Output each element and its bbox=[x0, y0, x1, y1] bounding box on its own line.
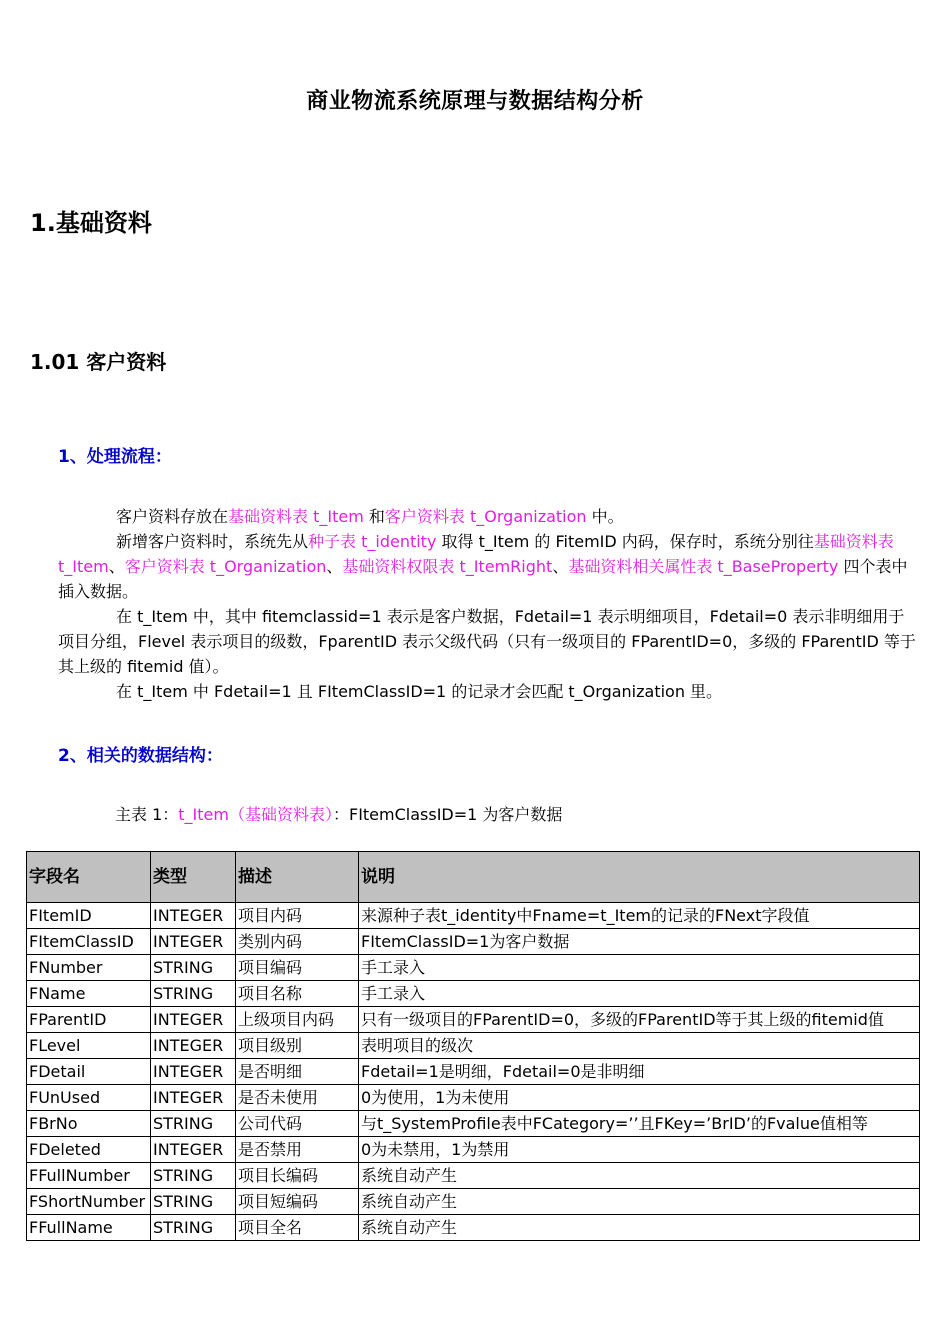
description-cell: 是否禁用 bbox=[236, 1137, 359, 1163]
field-name-cell: FItemClassID bbox=[27, 929, 151, 955]
note-cell: 手工录入 bbox=[359, 955, 920, 981]
column-header: 类型 bbox=[151, 852, 236, 903]
subheading-process-flow: 1、处理流程： bbox=[58, 447, 172, 467]
text: ：FItemClassID=1 为客户数据 bbox=[332, 805, 563, 824]
field-name-cell: FFullNumber bbox=[27, 1163, 151, 1189]
field-name-cell: FFullName bbox=[27, 1215, 151, 1241]
link-t-organization[interactable]: 客户资料表 t_Organization bbox=[124, 557, 327, 576]
field-name-cell: FDetail bbox=[27, 1059, 151, 1085]
paragraph-new-customer bbox=[58, 529, 920, 604]
table-row bbox=[27, 1059, 920, 1085]
link-t-item[interactable]: 基础资料表 t_Item bbox=[228, 507, 364, 526]
type-cell: STRING bbox=[151, 955, 236, 981]
note-cell: Fdetail=1是明细，Fdetail=0是非明细 bbox=[359, 1059, 920, 1085]
note-cell: 0为未禁用，1为禁用 bbox=[359, 1137, 920, 1163]
description-cell: 项目编码 bbox=[236, 955, 359, 981]
type-cell: STRING bbox=[151, 1189, 236, 1215]
text: 、 bbox=[108, 557, 125, 576]
table-row bbox=[27, 1111, 920, 1137]
type-cell: INTEGER bbox=[151, 1085, 236, 1111]
link-t-itemright[interactable]: 基础资料权限表 t_ItemRight bbox=[342, 557, 553, 576]
type-cell: STRING bbox=[151, 1163, 236, 1189]
field-name-cell: FShortNumber bbox=[27, 1189, 151, 1215]
description-cell: 项目全名 bbox=[236, 1215, 359, 1241]
type-cell: INTEGER bbox=[151, 1007, 236, 1033]
table-row bbox=[27, 1033, 920, 1059]
description-cell: 项目长编码 bbox=[236, 1163, 359, 1189]
type-cell: STRING bbox=[151, 1215, 236, 1241]
table-row bbox=[27, 1189, 920, 1215]
description-cell: 是否明细 bbox=[236, 1059, 359, 1085]
note-cell: 与t_SystemProfile表中FCategory=’’且FKey=’BrID’的Fvalue值相等 bbox=[359, 1111, 920, 1137]
document-title: 商业物流系统原理与数据结构分析 bbox=[306, 89, 644, 114]
field-name-cell: FDeleted bbox=[27, 1137, 151, 1163]
field-name-cell: FBrNo bbox=[27, 1111, 151, 1137]
paragraph-t-item-fields bbox=[58, 604, 920, 679]
type-cell: STRING bbox=[151, 981, 236, 1007]
section-heading-1: 1.基础资料 bbox=[30, 209, 152, 237]
note-cell: 系统自动产生 bbox=[359, 1215, 920, 1241]
field-name-cell: FNumber bbox=[27, 955, 151, 981]
table-header-row bbox=[27, 852, 920, 903]
description-cell: 项目级别 bbox=[236, 1033, 359, 1059]
description-cell: 上级项目内码 bbox=[236, 1007, 359, 1033]
link-t-item-table[interactable]: t_Item（基础资料表） bbox=[178, 805, 333, 824]
table-row bbox=[27, 1163, 920, 1189]
type-cell: INTEGER bbox=[151, 1059, 236, 1085]
link-t-organization[interactable]: 客户资料表 t_Organization bbox=[384, 507, 587, 526]
section-heading-1-01: 1.01 客户资料 bbox=[30, 350, 167, 374]
type-cell: INTEGER bbox=[151, 1033, 236, 1059]
subheading-data-structure: 2、相关的数据结构： bbox=[58, 746, 223, 766]
table-row bbox=[27, 903, 920, 929]
text: 取得 t_Item 的 FitemID 内码，保存时，系统分别往 bbox=[436, 532, 814, 551]
text: 和 bbox=[363, 507, 385, 526]
table-row bbox=[27, 1007, 920, 1033]
text: 、 bbox=[552, 557, 569, 576]
paragraph-storage bbox=[58, 504, 920, 529]
field-name-cell: FParentID bbox=[27, 1007, 151, 1033]
field-name-cell: FLevel bbox=[27, 1033, 151, 1059]
type-cell: INTEGER bbox=[151, 903, 236, 929]
description-cell: 公司代码 bbox=[236, 1111, 359, 1137]
paragraph-match-rule bbox=[58, 679, 920, 704]
text: 客户资料存放在 bbox=[116, 507, 229, 526]
text: 四个表中插入数据。 bbox=[58, 557, 908, 601]
description-cell: 类别内码 bbox=[236, 929, 359, 955]
text: 、 bbox=[326, 557, 343, 576]
note-cell: 系统自动产生 bbox=[359, 1189, 920, 1215]
field-name-cell: FItemID bbox=[27, 903, 151, 929]
note-cell: 系统自动产生 bbox=[359, 1163, 920, 1189]
text: 新增客户资料时，系统先从 bbox=[116, 532, 309, 551]
note-cell: 手工录入 bbox=[359, 981, 920, 1007]
type-cell: INTEGER bbox=[151, 929, 236, 955]
note-cell: 表明项目的级次 bbox=[359, 1033, 920, 1059]
text: 在 t_Item 中，其中 fitemclassid=1 表示是客户数据，Fdetail=1 表示明细项目，Fdetail=0 表示非明细用于项目分组，Flevel 表示项目的级数，FparentID 表示父级代码（只有一级项目的 FParentID=0，多级的 FParentID 等于其上级的 fitemid 值）。 bbox=[58, 607, 916, 676]
column-header: 说明 bbox=[359, 852, 920, 903]
field-table bbox=[26, 851, 920, 1241]
column-header: 描述 bbox=[236, 852, 359, 903]
link-t-baseproperty[interactable]: 基础资料相关属性表 t_BaseProperty bbox=[568, 557, 839, 576]
note-cell: 只有一级项目的FParentID=0，多级的FParentID等于其上级的fitemid值 bbox=[359, 1007, 920, 1033]
table-caption bbox=[115, 802, 562, 825]
type-cell: STRING bbox=[151, 1111, 236, 1137]
field-name-cell: FUnUsed bbox=[27, 1085, 151, 1111]
note-cell: 来源种子表t_identity中Fname=t_Item的记录的FNext字段值 bbox=[359, 903, 920, 929]
description-cell: 项目名称 bbox=[236, 981, 359, 1007]
description-cell: 是否未使用 bbox=[236, 1085, 359, 1111]
table-row bbox=[27, 981, 920, 1007]
table-row bbox=[27, 955, 920, 981]
table-row bbox=[27, 1137, 920, 1163]
note-cell: 0为使用，1为未使用 bbox=[359, 1085, 920, 1111]
table-row bbox=[27, 1085, 920, 1111]
text: 主表 1： bbox=[115, 805, 179, 824]
table-row bbox=[27, 1215, 920, 1241]
description-cell: 项目短编码 bbox=[236, 1189, 359, 1215]
column-header: 字段名 bbox=[27, 852, 151, 903]
table-body bbox=[27, 903, 920, 1241]
text: 在 t_Item 中 Fdetail=1 且 FItemClassID=1 的记录才会匹配 t_Organization 里。 bbox=[116, 682, 723, 701]
table-row bbox=[27, 929, 920, 955]
type-cell: INTEGER bbox=[151, 1137, 236, 1163]
description-cell: 项目内码 bbox=[236, 903, 359, 929]
field-name-cell: FName bbox=[27, 981, 151, 1007]
text: 中。 bbox=[586, 507, 624, 526]
link-t-identity[interactable]: 种子表 t_identity bbox=[308, 532, 437, 551]
note-cell: FItemClassID=1为客户数据 bbox=[359, 929, 920, 955]
link-t-item[interactable]: 基础资料表 t_Item bbox=[58, 532, 894, 576]
